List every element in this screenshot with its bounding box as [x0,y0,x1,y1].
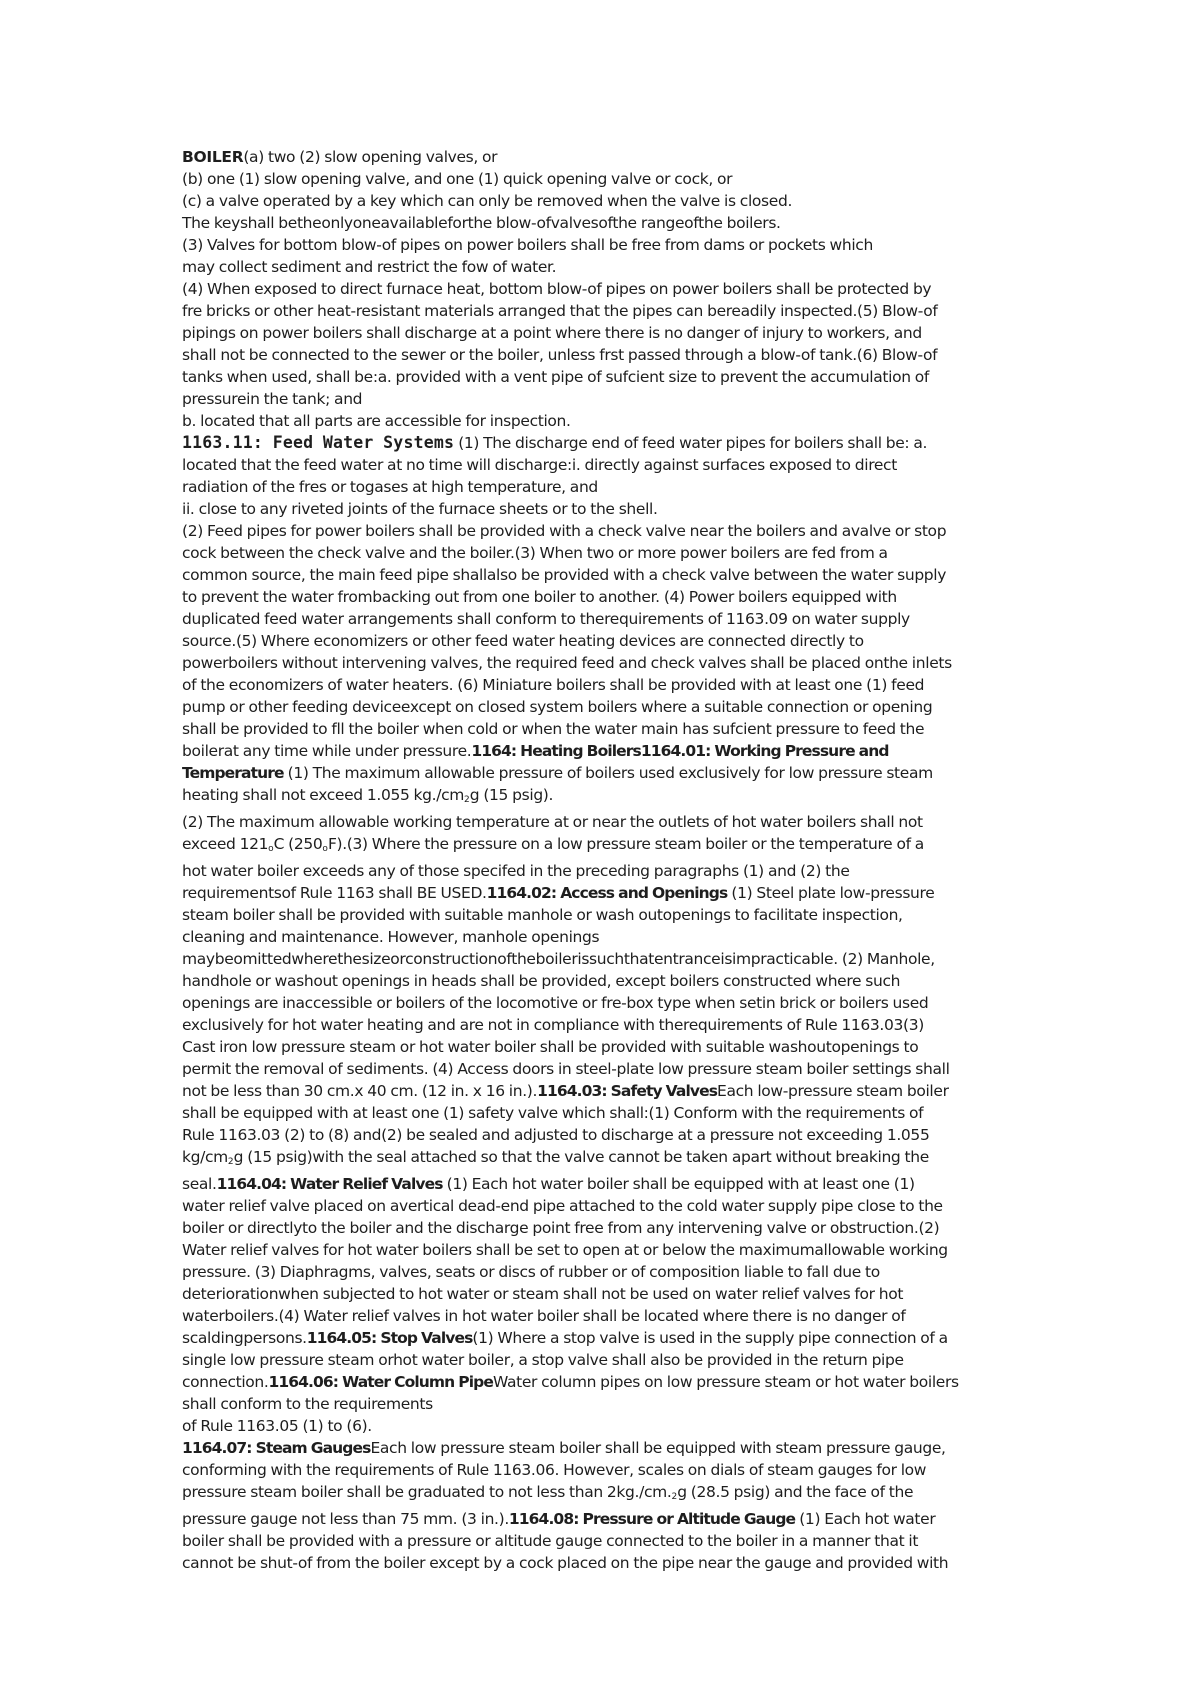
text-line [182,1508,1027,1530]
text-line [182,926,1027,948]
text-run: boilerat any time while under pressure. [182,742,472,760]
text-line [182,564,1027,586]
text-run: (b) one (1) slow opening valve, and one (1) quick opening valve or cock, or [182,170,733,188]
text-run: deteriorationwhen subjected to hot water or steam shall not be used on water relief valves for hot [182,1285,904,1303]
text-line [182,1058,1027,1080]
section-heading: Temperature [182,764,284,782]
text-run: pump or other feeding deviceexcept on closed system boilers where a suitable connection or opening [182,698,933,716]
text-run: shall conform to the requirements [182,1395,433,1413]
text-run: Each low-pressure steam boiler [717,1082,949,1100]
text-run: (2) The maximum allowable working temperature at or near the outlets of hot water boilers shall not [182,813,923,831]
text-line [182,1195,1027,1217]
text-line [182,811,1027,833]
text-line [182,784,1027,811]
text-run: handhole or washout openings in heads shall be provided, except boilers constructed where such [182,972,901,990]
text-run: single low pressure steam orhot water boiler, a stop valve shall also be provided in the return pipe [182,1351,904,1369]
text-line [182,1080,1027,1102]
text-run: g (15 psig). [469,786,554,804]
text-run: may collect sediment and restrict the fow of water. [182,258,557,276]
text-run: pipings on power boilers shall discharge at a point where there is no danger of injury to workers, and [182,324,922,342]
text-line [182,652,1027,674]
text-line [182,256,1027,278]
text-line [182,630,1027,652]
text-line [182,1327,1027,1349]
text-run: g (15 psig)with the seal attached so that the valve cannot be taken apart without breaking the [233,1148,929,1166]
text-line [182,970,1027,992]
text-line [182,1239,1027,1261]
text-run: (4) When exposed to direct furnace heat, bottom blow-of pipes on power boilers shall be protected by [182,280,932,298]
text-line [182,1371,1027,1393]
text-run: to prevent the water frombacking out from one boiler to another. (4) Power boilers equipped with [182,588,897,606]
text-line [182,278,1027,300]
text-line [182,1552,1027,1574]
text-run: Cast iron low pressure steam or hot water boiler shall be provided with suitable washoutopenings to [182,1038,919,1056]
text-run: (1) Steel plate low-pressure [727,884,935,902]
text-run: ii. close to any riveted joints of the furnace sheets or to the shell. [182,500,658,518]
text-run: seal. [182,1175,217,1193]
text-line [182,454,1027,476]
subscript: 2 [671,1492,678,1502]
text-run: pressurein the tank; and [182,390,363,408]
text-run: (a) two (2) slow opening valves, or [243,148,498,166]
text-line [182,344,1027,366]
text-line [182,366,1027,388]
text-run: exclusively for hot water heating and are not in compliance with therequirements of Rule 1163.03(3) [182,1016,924,1034]
text-line [182,388,1027,410]
subscript: 2 [227,1157,234,1167]
text-run: (2) Feed pipes for power boilers shall be provided with a check valve near the boilers and avalve or stop [182,522,947,540]
text-run: boiler shall be provided with a pressure or altitude gauge connected to the boiler in a manner that it [182,1532,919,1550]
text-run: of the economizers of water heaters. (6) Miniature boilers shall be provided with at least one (1) feed [182,676,925,694]
text-line [182,1393,1027,1415]
text-run: cleaning and maintenance. However, manhole openings [182,928,600,946]
text-run: permit the removal of sediments. (4) Access doors in steel-plate low pressure steam boiler settings shall [182,1060,950,1078]
subscript: o [268,844,274,854]
text-line [182,520,1027,542]
text-line [182,1173,1027,1195]
section-heading: 1164.04: Water Relief Valves [216,1175,443,1193]
text-run: pressure steam boiler shall be graduated to not less than 2kg./cm. [182,1483,672,1501]
text-run: openings are inaccessible or boilers of the locomotive or fre-box type when setin brick or boilers used [182,994,929,1012]
text-line [182,476,1027,498]
text-line [182,860,1027,882]
text-run: Water column pipes on low pressure steam or hot water boilers [492,1373,959,1391]
text-line [182,498,1027,520]
text-line [182,608,1027,630]
text-line [182,1217,1027,1239]
text-run: of Rule 1163.05 (1) to (6). [182,1417,372,1435]
text-run: Water relief valves for hot water boilers shall be set to open at or below the maximumallowable working [182,1241,948,1259]
subscript: 2 [464,795,470,805]
text-run: cannot be shut-of from the boiler except by a cock placed on the pipe near the gauge and provided with [182,1554,949,1572]
text-line [182,904,1027,926]
text-line [182,762,1027,784]
text-run: steam boiler shall be provided with suitable manhole or wash outopenings to facilitate inspection, [182,906,903,924]
text-run: cock between the check valve and the boiler.(3) When two or more power boilers are fed from a [182,544,888,562]
text-run: (1) The discharge end of feed water pipes for boilers shall be: a. [454,434,928,452]
text-run: shall be equipped with at least one (1) safety valve which shall:(1) Conform with the requirements of [182,1104,924,1122]
subscript: o [322,844,328,854]
text-line [182,992,1027,1014]
text-line [182,1437,1027,1459]
text-line [182,1124,1027,1146]
text-run: (1) Each hot water boiler shall be equipped with at least one (1) [442,1175,915,1193]
text-line [182,833,1027,860]
text-line [182,1459,1027,1481]
text-run: water relief valve placed on avertical dead-end pipe attached to the cold water supply pipe close to the [182,1197,943,1215]
text-line [182,696,1027,718]
section-heading: 1164.06: Water Column Pipe [268,1373,493,1391]
text-line [182,1146,1027,1173]
text-run: connection. [182,1373,269,1391]
text-run: located that the feed water at no time will discharge:i. directly against surfaces exposed to direct [182,456,897,474]
text-run: exceed 121 [182,835,269,853]
text-line [182,168,1027,190]
text-run: waterboilers.(4) Water relief valves in hot water boiler shall be located where there is no danger of [182,1307,906,1325]
text-line [182,146,1027,168]
text-line [182,432,1027,454]
text-run: fre bricks or other heat-resistant materials arranged that the pipes can bereadily inspected.(5) Blow-of [182,302,938,320]
text-line [182,740,1027,762]
text-run: pressure. (3) Diaphragms, valves, seats or discs of rubber or of composition liable to fall due to [182,1263,880,1281]
text-line [182,1261,1027,1283]
section-heading: 1164.03: Safety Valves [537,1082,718,1100]
text-line [182,586,1027,608]
text-line [182,1283,1027,1305]
text-run: radiation of the fres or togases at high temperature, and [182,478,598,496]
section-heading: 1164: Heating Boilers1164.01: Working Pressure and [471,742,889,760]
text-line [182,1036,1027,1058]
text-run: boiler or directlyto the boiler and the discharge point free from any intervening valve or obstruction.(2) [182,1219,940,1237]
text-run: Rule 1163.03 (2) to (8) and(2) be sealed and adjusted to discharge at a pressure not exceeding 1.055 [182,1126,930,1144]
text-run: b. located that all parts are accessible for inspection. [182,412,571,430]
text-line [182,674,1027,696]
text-line [182,1305,1027,1327]
text-run: conforming with the requirements of Rule 1163.06. However, scales on dials of steam gauges for low [182,1461,927,1479]
text-line [182,322,1027,344]
section-heading: 1164.05: Stop Valves [306,1329,473,1347]
text-run: kg/cm [182,1148,228,1166]
text-line [182,882,1027,904]
text-line [182,212,1027,234]
text-line [182,1349,1027,1371]
text-run: shall be provided to fll the boiler when cold or when the water main has sufcient pressure to feed the [182,720,925,738]
text-run: source.(5) Where economizers or other feed water heating devices are connected directly to [182,632,864,650]
text-line [182,1415,1027,1437]
text-run: pressure gauge not less than 75 mm. (3 in.). [182,1510,509,1528]
text-line [182,300,1027,322]
text-line [182,542,1027,564]
text-line [182,718,1027,740]
text-run: The keyshall betheonlyoneavailableforthe blow-ofvalvesofthe rangeofthe boilers. [182,214,781,232]
text-run: powerboilers without intervening valves, the required feed and check valves shall be placed onthe inlets [182,654,952,672]
text-run: (3) Valves for bottom blow-of pipes on power boilers shall be free from dams or pockets which [182,236,873,254]
text-line [182,948,1027,970]
section-heading: 1164.02: Access and Openings [486,884,728,902]
text-run: (1) Each hot water [795,1510,936,1528]
text-run: (1) Where a stop valve is used in the supply pipe connection of a [472,1329,948,1347]
text-run: g (28.5 psig) and the face of the [677,1483,914,1501]
text-line [182,410,1027,432]
text-run: (c) a valve operated by a key which can only be removed when the valve is closed. [182,192,793,210]
text-run: scaldingpersons. [182,1329,307,1347]
text-line [182,1014,1027,1036]
document-body [182,146,1027,1574]
section-heading: 1163.11: Feed Water Systems [182,433,455,452]
text-run: F).(3) Where the pressure on a low pressure steam boiler or the temperature of a [327,835,924,853]
text-run: duplicated feed water arrangements shall conform to therequirements of 1163.09 on water supply [182,610,910,628]
text-run: hot water boiler exceeds any of those specifed in the preceding paragraphs (1) and (2) the [182,862,850,880]
text-run: heating shall not exceed 1.055 kg./cm [182,786,465,804]
text-run: not be less than 30 cm.x 40 cm. (12 in. x 16 in.). [182,1082,538,1100]
text-line [182,1481,1027,1508]
text-line [182,190,1027,212]
text-run: maybeomittedwherethesizeorconstructionoftheboilerissuchthatentranceisimpracticable. (2) Manhole, [182,950,935,968]
text-line [182,234,1027,256]
text-line [182,1102,1027,1124]
lead-heading: BOILER [182,148,244,166]
text-run: (1) The maximum allowable pressure of boilers used exclusively for low pressure steam [283,764,933,782]
text-run: common source, the main feed pipe shallalso be provided with a check valve between the water supply [182,566,947,584]
text-run: tanks when used, shall be:a. provided with a vent pipe of sufcient size to prevent the accumulation of [182,368,930,386]
section-heading: 1164.07: Steam Gauges [182,1439,371,1457]
text-line [182,1530,1027,1552]
text-run: C (250 [273,835,323,853]
text-run: shall not be connected to the sewer or the boiler, unless frst passed through a blow-of tank.(6) Blow-of [182,346,938,364]
section-heading: 1164.08: Pressure or Altitude Gauge [508,1510,796,1528]
text-run: requirementsof Rule 1163 shall BE USED. [182,884,487,902]
text-run: Each low pressure steam boiler shall be equipped with steam pressure gauge, [370,1439,946,1457]
